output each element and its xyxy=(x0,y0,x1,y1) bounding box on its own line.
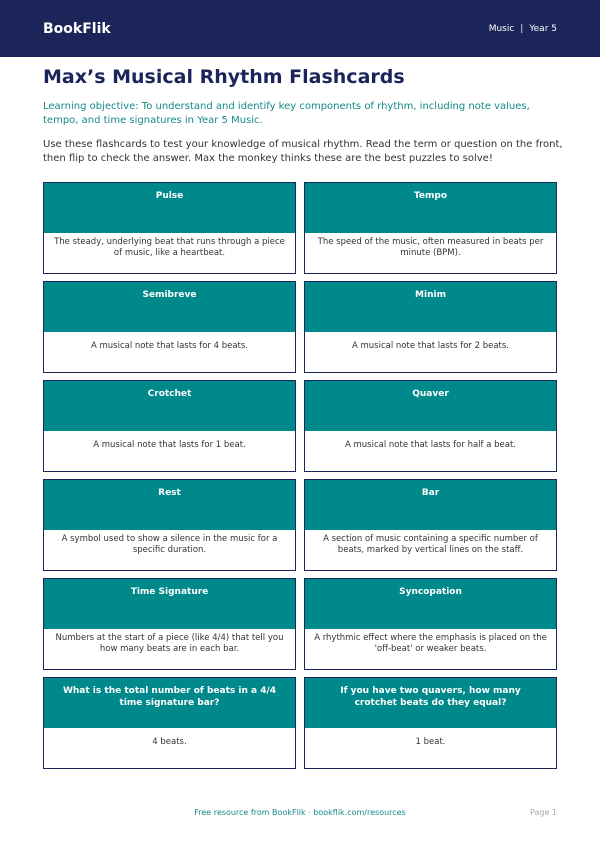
brand-logo[interactable]: BookFlik xyxy=(43,20,111,37)
flashcard-back: A musical note that lasts for 4 beats. xyxy=(44,332,295,372)
learning-objective: Learning objective: To understand and identify key components of rhythm, including note values, tempo, and time signatures in Year 5 Music. xyxy=(43,101,530,126)
flashcard[interactable] xyxy=(43,281,296,373)
flashcard[interactable] xyxy=(304,677,557,769)
flashcard-back: The steady, underlying beat that runs through a piece of music, like a heartbeat. xyxy=(44,233,295,273)
flashcard[interactable] xyxy=(43,578,296,670)
breadcrumb-separator: | xyxy=(520,23,524,34)
flashcard-front: Syncopation xyxy=(305,579,556,629)
flashcard-back: A symbol used to show a silence in the music for a specific duration. xyxy=(44,530,295,570)
flashcard-back: A musical note that lasts for 1 beat. xyxy=(44,431,295,471)
flashcard-front: Bar xyxy=(305,480,556,530)
flashcard-front: Minim xyxy=(305,282,556,332)
breadcrumb xyxy=(489,24,557,34)
flashcard-grid xyxy=(43,182,557,769)
flashcard-front: What is the total number of beats in a 4/4 time signature bar? xyxy=(44,678,295,728)
flashcard-back: A rhythmic effect where the emphasis is placed on the 'off-beat' or weaker beats. xyxy=(305,629,556,669)
flashcard[interactable] xyxy=(304,578,557,670)
flashcard[interactable] xyxy=(43,380,296,472)
flashcard[interactable] xyxy=(304,380,557,472)
flashcard-front: If you have two quavers, how many crotchet beats do they equal? xyxy=(305,678,556,728)
flashcard[interactable] xyxy=(43,677,296,769)
flashcard-front: Rest xyxy=(44,480,295,530)
flashcard[interactable] xyxy=(304,479,557,571)
flashcard-front: Pulse xyxy=(44,183,295,233)
flashcard-back: A musical note that lasts for half a beat. xyxy=(305,431,556,471)
intro-text: Use these flashcards to test your knowledge of musical rhythm. Read the term or question on the front, then flip to check the answer. Max the monkey thinks these are the best puzzles to solve! xyxy=(43,139,563,164)
footer-link[interactable]: Free resource from BookFlik · bookflik.com/resources xyxy=(194,808,406,817)
flashcard-front: Tempo xyxy=(305,183,556,233)
breadcrumb-subject[interactable]: Music xyxy=(488,23,515,34)
flashcard-front: Time Signature xyxy=(44,579,295,629)
page-title: Max’s Musical Rhythm Flashcards xyxy=(43,66,405,88)
flashcard[interactable] xyxy=(304,281,557,373)
flashcard-back: A musical note that lasts for 2 beats. xyxy=(305,332,556,372)
flashcard-back: Numbers at the start of a piece (like 4/4) that tell you how many beats are in each bar. xyxy=(44,629,295,669)
flashcard[interactable] xyxy=(304,182,557,274)
breadcrumb-year[interactable]: Year 5 xyxy=(529,23,557,34)
page-number: Page 1 xyxy=(530,808,557,817)
flashcard[interactable] xyxy=(43,479,296,571)
flashcard[interactable] xyxy=(43,182,296,274)
flashcard-back: A section of music containing a specific number of beats, marked by vertical lines on the staff. xyxy=(305,530,556,570)
top-bar xyxy=(0,0,600,57)
flashcard-back: The speed of the music, often measured in beats per minute (BPM). xyxy=(305,233,556,273)
flashcard-front: Semibreve xyxy=(44,282,295,332)
flashcard-front: Quaver xyxy=(305,381,556,431)
flashcard-front: Crotchet xyxy=(44,381,295,431)
flashcard-back: 1 beat. xyxy=(305,728,556,768)
flashcard-back: 4 beats. xyxy=(44,728,295,768)
